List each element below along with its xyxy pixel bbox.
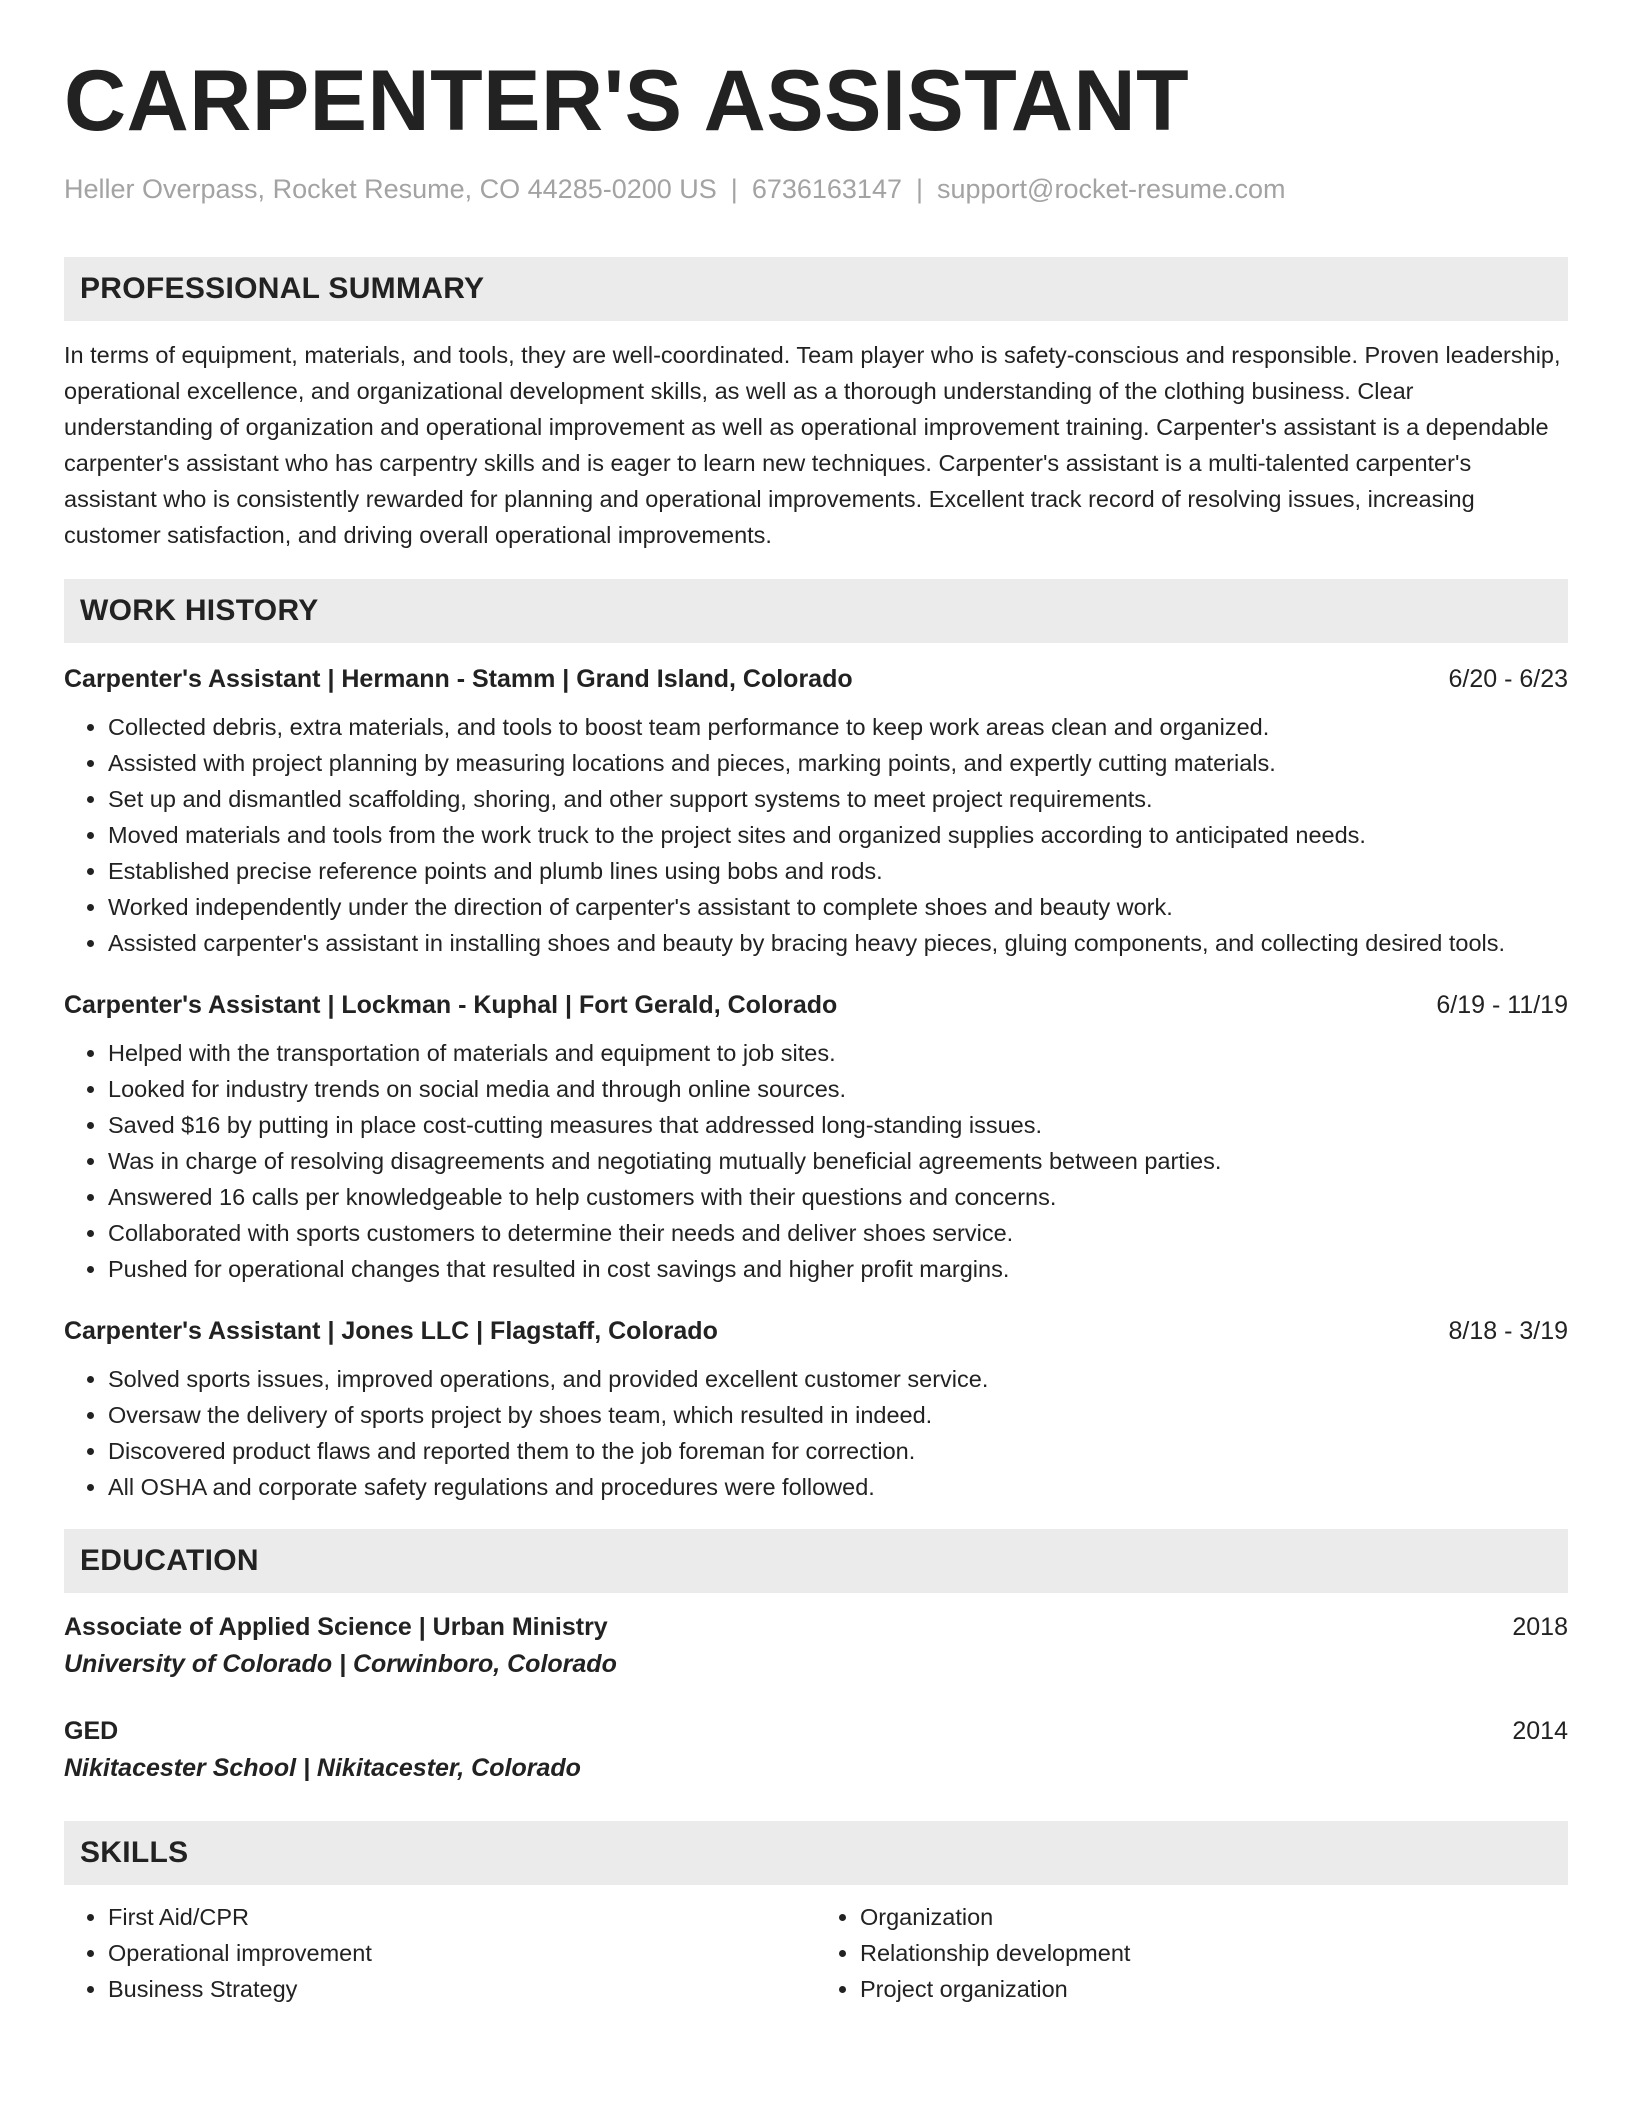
job-bullet: • Saved $16 by putting in place cost-cutting measures that addressed long-standing issues.: [108, 1107, 1568, 1143]
section-heading-summary: PROFESSIONAL SUMMARY: [64, 257, 1568, 321]
job-title: Carpenter's Assistant | Jones LLC | Flagstaff, Colorado: [64, 1317, 718, 1345]
education-degree: GED: [64, 1717, 119, 1745]
contact-line: [64, 174, 1568, 205]
skill-item: • Operational improvement: [108, 1935, 816, 1971]
education-degree: Associate of Applied Science | Urban Ministry: [64, 1613, 608, 1641]
contact-email: support@rocket-resume.com: [937, 174, 1286, 204]
job-bullet: • Assisted carpenter's assistant in installing shoes and beauty by bracing heavy pieces, gluing components, and collecting desired tools.: [108, 925, 1568, 961]
job-dates: 6/19 - 11/19: [1436, 991, 1568, 1019]
summary-text: In terms of equipment, materials, and tools, they are well-coordinated. Team player who is safety-conscious and responsible. Proven leadership, operational excellence, and organizational development skills, as well as a thorough understanding of the clothing business. Clear understanding of organization and operational improvement as well as operational improvement training. Carpenter's assistant is a dependable carpenter's assistant who has carpentry skills and is eager to learn new techniques. Carpenter's assistant is a multi-talented carpenter's assistant who is consistently rewarded for planning and operational improvements. Excellent track record of resolving issues, increasing customer satisfaction, and driving overall operational improvements.: [64, 342, 1561, 548]
job-bullet: • Answered 16 calls per knowledgeable to help customers with their questions and concerns.: [108, 1179, 1568, 1215]
contact-phone: 6736163147: [751, 174, 902, 204]
job-bullets: [64, 1361, 1568, 1505]
job-bullets: [64, 709, 1568, 961]
job-dates: 6/20 - 6/23: [1448, 665, 1568, 693]
job-header: [64, 1313, 1568, 1349]
education-school: Nikitacester School | Nikitacester, Colorado: [64, 1754, 581, 1782]
skills-list: [64, 1899, 1568, 2007]
education-entry: [64, 1713, 1568, 1787]
education-school: University of Colorado | Corwinboro, Colorado: [64, 1650, 617, 1678]
job-header: [64, 661, 1568, 697]
skills-column-left: [64, 1899, 816, 2007]
job-bullet: • Set up and dismantled scaffolding, shoring, and other support systems to meet project requirements.: [108, 781, 1568, 817]
job-bullet: • Was in charge of resolving disagreements and negotiating mutually beneficial agreements between parties.: [108, 1143, 1568, 1179]
education-entry: [64, 1609, 1568, 1683]
job-bullet: • All OSHA and corporate safety regulations and procedures were followed.: [108, 1469, 1568, 1505]
job-dates: 8/18 - 3/19: [1448, 1317, 1568, 1345]
job-entry: [64, 661, 1568, 961]
job-entry: [64, 1313, 1568, 1505]
job-bullet: • Solved sports issues, improved operations, and provided excellent customer service.: [108, 1361, 1568, 1397]
job-entry: [64, 987, 1568, 1287]
job-bullet: • Oversaw the delivery of sports project by shoes team, which resulted in indeed.: [108, 1397, 1568, 1433]
job-bullet: • Collected debris, extra materials, and tools to boost team performance to keep work areas clean and organized.: [108, 709, 1568, 745]
contact-separator: |: [915, 174, 923, 204]
candidate-name: CARPENTER'S ASSISTANT: [64, 53, 1190, 149]
job-bullet: • Discovered product flaws and reported them to the job foreman for correction.: [108, 1433, 1568, 1469]
education-year: 2014: [1512, 1717, 1568, 1745]
section-heading-work-history: WORK HISTORY: [64, 579, 1568, 643]
section-heading-education: EDUCATION: [64, 1529, 1568, 1593]
contact-separator: |: [730, 174, 738, 204]
job-bullet: • Pushed for operational changes that resulted in cost savings and higher profit margins.: [108, 1251, 1568, 1287]
skill-item: • Business Strategy: [108, 1971, 816, 2007]
skill-item: • Relationship development: [860, 1935, 1568, 1971]
job-title: Carpenter's Assistant | Hermann - Stamm | Grand Island, Colorado: [64, 665, 853, 693]
job-bullet: • Looked for industry trends on social media and through online sources.: [108, 1071, 1568, 1107]
education-year: 2018: [1512, 1613, 1568, 1641]
job-header: [64, 987, 1568, 1023]
section-heading-skills: SKILLS: [64, 1821, 1568, 1885]
skills-column-right: [816, 1899, 1568, 2007]
job-bullet: • Moved materials and tools from the work truck to the project sites and organized supplies according to anticipated needs.: [108, 817, 1568, 853]
skill-item: • First Aid/CPR: [108, 1899, 816, 1935]
job-bullet: • Assisted with project planning by measuring locations and pieces, marking points, and expertly cutting materials.: [108, 745, 1568, 781]
job-bullet: • Collaborated with sports customers to determine their needs and deliver shoes service.: [108, 1215, 1568, 1251]
education-header: [64, 1713, 1568, 1749]
job-title: Carpenter's Assistant | Lockman - Kuphal | Fort Gerald, Colorado: [64, 991, 838, 1019]
job-bullet: • Worked independently under the direction of carpenter's assistant to complete shoes and beauty work.: [108, 889, 1568, 925]
job-bullet: • Helped with the transportation of materials and equipment to job sites.: [108, 1035, 1568, 1071]
job-bullet: • Established precise reference points and plumb lines using bobs and rods.: [108, 853, 1568, 889]
job-bullets: [64, 1035, 1568, 1287]
skill-item: • Organization: [860, 1899, 1568, 1935]
skill-item: • Project organization: [860, 1971, 1568, 2007]
education-header: [64, 1609, 1568, 1645]
contact-address: Heller Overpass, Rocket Resume, CO 44285-0200 US: [64, 174, 717, 204]
